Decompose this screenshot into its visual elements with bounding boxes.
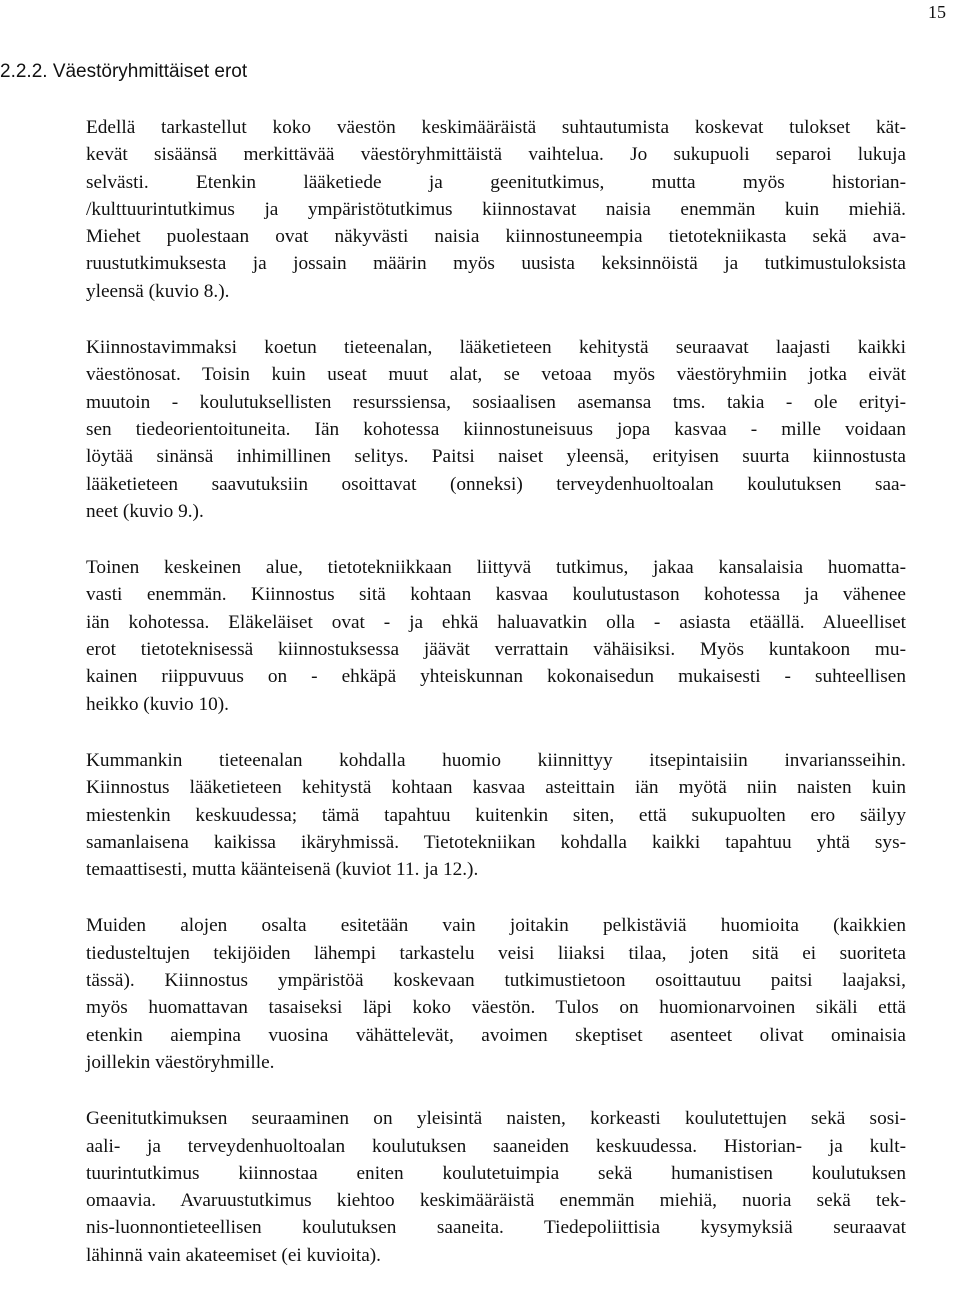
text-line: kainen riippuvuus on - ehkäpä yhteiskunnan kokonaisedun mukaisesti - suhteellisen <box>86 666 906 688</box>
text-line: samanlaisena kaikissa ikäryhmissä. Tietotekniikan kohdalla kaikki tapahtuu yhtä sys- <box>86 831 906 853</box>
section-heading: 2.2.2. Väestöryhmittäiset erot <box>0 61 248 82</box>
paragraph <box>86 1105 906 1269</box>
text-line: erot tietoteknisessä kiinnostuksessa jäävät verrattain vähäisiksi. Myös kuntakoon mu- <box>86 639 906 661</box>
text-line: Edellä tarkastellut koko väestön keskimääräistä suhtautumista koskevat tulokset kät- <box>86 117 906 138</box>
text-line: temaattisesti, mutta käänteisenä (kuviot 11. ja 12.). <box>86 859 479 881</box>
text-line: myös huomattavan tasaiseksi läpi koko väestön. Tulos on huomionarvoinen sikäli että <box>86 997 906 1019</box>
text-line: muutoin - koulutuksellisten resurssiensa, sosiaalisen asemansa tms. takia - ole erityi- <box>86 391 906 413</box>
paragraph <box>86 114 906 305</box>
text-line: joillekin väestöryhmille. <box>86 1051 275 1073</box>
text-line: aali- ja terveydenhuoltoalan koulutuksen saaneiden keskuudessa. Historian- ja kult- <box>86 1135 906 1157</box>
paragraph <box>86 912 906 1076</box>
text-line: kevät sisäänsä merkittävää väestöryhmittäistä vaihtelua. Jo sukupuoli separoi lukuja <box>86 144 906 166</box>
text-line: Geenitutkimuksen seuraaminen on yleisintä naisten, korkeasti koulutettujen sekä sosi- <box>86 1108 906 1130</box>
text-line: väestönosat. Toisin kuin useat muut alat, se vetoaa myös väestöryhmiin jotka eivät <box>86 364 906 386</box>
text-line: tuurintutkimus kiinnostaa eniten koulutetuimpia sekä humanistisen koulutuksen <box>86 1162 906 1184</box>
text-line: yleensä (kuvio 8.). <box>86 280 230 302</box>
text-line: nis-luonnontieteellisen koulutuksen saaneita. Tiedepoliittisia kysymyksiä seuraavat <box>86 1217 906 1239</box>
text-line: etenkin aiempina vuosina vähättelevät, avoimen skeptiset asenteet olivat ominaisia <box>86 1024 906 1046</box>
text-line: heikko (kuvio 10). <box>86 693 229 715</box>
text-line: Kummankin tieteenalan kohdalla huomio kiinnittyy itsepintaisiin invariansseihin. <box>86 749 906 771</box>
text-line: iän kohotessa. Eläkeläiset ovat - ja ehkä haluavatkin olla - asiasta etäällä. Alueelliset <box>86 611 906 633</box>
body-text <box>86 114 906 1298</box>
text-line: ruustutkimuksesta ja jossain määrin myös uusista keksinnöistä ja tutkimustuloksista <box>86 253 906 275</box>
text-line: lääketieteen saavutuksiin osoittavat (onneksi) terveydenhuoltoalan koulutuksen saa- <box>86 473 906 495</box>
text-line: /kulttuurintutkimus ja ympäristötutkimus kiinnostavat naisia enemmän kuin miehiä. <box>86 198 906 220</box>
text-line: sen tiedeorientoituneita. Iän kohotessa kiinnostuneisuus jopa kasvaa - mille voidaan <box>86 418 906 440</box>
text-line: Toinen keskeinen alue, tietotekniikkaan liittyvä tutkimus, jakaa kansalaisia huomatta- <box>86 557 906 579</box>
text-line: neet (kuvio 9.). <box>86 500 204 522</box>
paragraph <box>86 747 906 883</box>
text-line: Kiinnostus lääketieteen kehitystä kohtaan kasvaa asteittain iän myötä niin naisten kuin <box>86 777 906 799</box>
text-line: lähinnä vain akateemiset (ei kuvioita). <box>86 1244 381 1266</box>
text-line: omaavia. Avaruustutkimus kiehtoo keskimääräistä enemmän miehiä, nuoria sekä tek- <box>86 1190 906 1212</box>
text-line: löytää sinänsä inhimillinen selitys. Paitsi naiset yleensä, erityisen suurta kiinnostusta <box>86 446 906 468</box>
text-line: Muiden alojen osalta esitetään vain joitakin pelkistäviä huomioita (kaikkien <box>86 915 906 937</box>
text-line: Miehet puolestaan ovat näkyvästi naisia kiinnostuneempia tietotekniikasta sekä ava- <box>86 226 906 248</box>
text-line: tiedusteltujen tekijöiden lähempi tarkastelu veisi liiaksi tilaa, joten sitä ei suoriteta <box>86 942 906 964</box>
text-line: selvästi. Etenkin lääketiede ja geenitutkimus, mutta myös historian- <box>86 171 906 193</box>
text-line: Kiinnostavimmaksi koetun tieteenalan, lääketieteen kehitystä seuraavat laajasti kaikki <box>86 337 906 359</box>
paragraph <box>86 334 906 525</box>
text-line: tässä). Kiinnostus ympäristöä koskevaan tutkimustietoon osoittautuu paitsi laajaksi, <box>86 970 906 992</box>
text-line: miestenkin keskuudessa; tämä tapahtuu kuitenkin siten, että sukupuolten ero säilyy <box>86 804 906 826</box>
text-line: vasti enemmän. Kiinnostus sitä kohtaan kasvaa koulutustason kohotessa ja vähenee <box>86 584 906 606</box>
page-number: 15 <box>928 2 946 22</box>
paragraph <box>86 554 906 718</box>
